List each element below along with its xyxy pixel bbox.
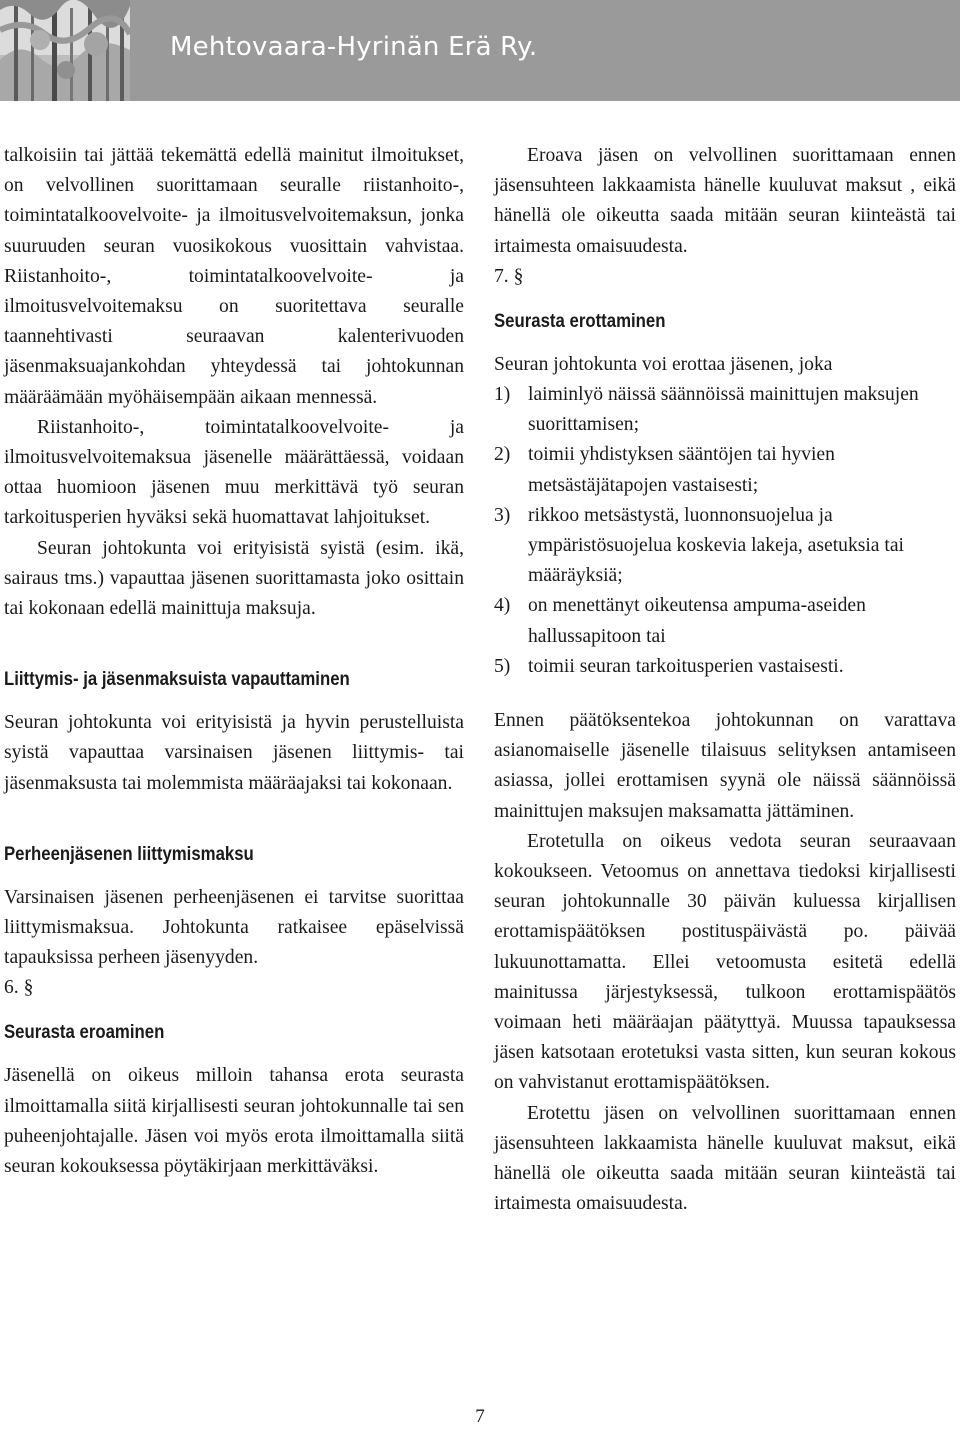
list-item-text: toimii seuran tarkoitusperien vastaisesti. xyxy=(528,655,844,677)
body-paragraph: Riistanhoito-, toimintatalkoovelvoite- ja ilmoitusvelvoitemaksua jäsenelle määrättäessä, voidaan ottaa huomioon jäsenen muu merkittävä työ seuran tarkoitusperien hyväksi sekä huomattavat lahjoitukset. xyxy=(4,416,464,529)
page-header xyxy=(0,0,960,101)
list-item xyxy=(494,652,956,682)
list-item-text: on menettänyt oikeutensa ampuma-aseiden hallussapitoon tai xyxy=(528,595,866,647)
list-item-number: 3) xyxy=(494,504,511,526)
left-column xyxy=(4,141,464,1182)
list-item-number: 5) xyxy=(494,655,511,677)
list-item xyxy=(494,440,956,500)
body-paragraph: Seuran johtokunta voi erottaa jäsenen, joka xyxy=(494,353,833,375)
body-paragraph: Varsinaisen jäsenen perheenjäsenen ei tarvitse suorittaa liittymismaksua. Johtokunta ratkaisee epäselvissä tapauksissa perheen jäsenyyden. xyxy=(4,886,464,969)
list-item-text: toimii yhdistyksen sääntöjen tai hyvien metsästäjätapojen vastaisesti; xyxy=(528,444,835,496)
list-item-number: 1) xyxy=(494,384,511,406)
list-item-number: 4) xyxy=(494,595,511,617)
list-item xyxy=(494,380,956,440)
page-number: 7 xyxy=(475,1406,485,1427)
body-paragraph: talkoisiin tai jättää tekemättä edellä mainitut ilmoitukset, on velvollinen suorittamaan seuralle riistanhoito-, toimintatalkoovelvoite- ja ilmoitusvelvoitemaksun, jonka suuruuden seuran vuosikokous vuosittain vahvistaa. Riistanhoito-, toimintatalkoovelvoite- ja ilmoitusvelvoitemaksu on suoritettava seuralle taannehtivasti seuraavan kalenterivuoden jäsenmaksuajankohdan yhteydessä tai johtokunnan määräämään myöhäisempään aikaan mennessä. xyxy=(4,145,464,408)
section-number: 7. § xyxy=(494,265,524,287)
section-heading: Perheenjäsenen liittymismaksu xyxy=(4,842,254,865)
header-title: Mehtovaara-Hyrinän Erä Ry. xyxy=(170,32,538,62)
body-paragraph: Erotetulla on oikeus vedota seuran seuraavaan kokoukseen. Vetoomus on annettava tiedoksi kirjallisesti seuran johtokunnalle 30 päivän kuluessa kirjallisen erottamispäätöksen postituspäivästä po. päivää lukuunottamatta. Ellei vetoomusta esitetä edellä mainitussa järjestyksessä, tulkoon erottamispäätös voimaan heti määräajan päätyttyä. Muussa tapauksessa jäsen katsotaan erotetuksi vasta sitten, kun seuran kokous on vahvistanut erottamispäätöksen. xyxy=(494,830,956,1094)
list-item xyxy=(494,591,956,651)
body-paragraph: Erotettu jäsen on velvollinen suorittamaan ennen jäsensuhteen lakkaamista hänelle kuuluvat maksut, eikä hänellä ole oikeutta saada mitään seuran kiinteästä tai irtaimesta omaisuudesta. xyxy=(494,1102,956,1215)
body-paragraph: Seuran johtokunta voi erityisistä ja hyvin perustelluista syistä vapauttaa varsinaisen jäsenen liittymis- tai jäsenmaksusta tai molemmista määräajaksi tai kokonaan. xyxy=(4,712,464,794)
body-paragraph: Jäsenellä on oikeus milloin tahansa erota seurasta ilmoittamalla siitä kirjallisesti seuran johtokunnalle tai sen puheenjohtajalle. Jäsen voi myös erota ilmoittamalla siitä seuran kokouksessa pöytäkirjaan merkittäväksi. xyxy=(4,1065,464,1178)
body-paragraph: Ennen päätöksentekoa johtokunnan on varattava asianomaiselle jäsenelle tilaisuus selityksen antamiseen asiassa, jollei erottamisen syynä ole näissä säännöissä mainittujen maksujen maksamatta jättäminen. xyxy=(494,710,956,822)
expulsion-reasons-list xyxy=(494,380,956,682)
section-number: 6. § xyxy=(4,977,34,999)
section-heading: Seurasta eroaminen xyxy=(4,1021,165,1044)
right-column xyxy=(494,141,956,1220)
body-paragraph: Eroava jäsen on velvollinen suorittamaan ennen jäsensuhteen lakkaamista hänelle kuuluvat maksut , eikä hänellä ole oikeutta saada mitään seuran kiinteästä tai irtaimesta omaisuudesta. xyxy=(494,145,956,257)
list-item-text: laiminlyö näissä säännöissä mainittujen maksujen suorittamisen; xyxy=(528,384,919,436)
forest-photo xyxy=(0,0,130,101)
section-heading: Seurasta erottaminen xyxy=(494,309,666,332)
list-item-number: 2) xyxy=(494,444,511,466)
list-item xyxy=(494,501,956,592)
list-item-text: rikkoo metsästystä, luonnonsuojelua ja ympäristösuojelua koskevia lakeja, asetuksia tai määräyksiä; xyxy=(528,504,904,587)
body-paragraph: Seuran johtokunta voi erityisistä syistä (esim. ikä, sairaus tms.) vapauttaa jäsenen suorittamasta joko osittain tai kokonaan edellä mainittuja maksuja. xyxy=(4,537,464,620)
section-heading: Liittymis- ja jäsenmaksuista vapauttaminen xyxy=(4,668,350,691)
